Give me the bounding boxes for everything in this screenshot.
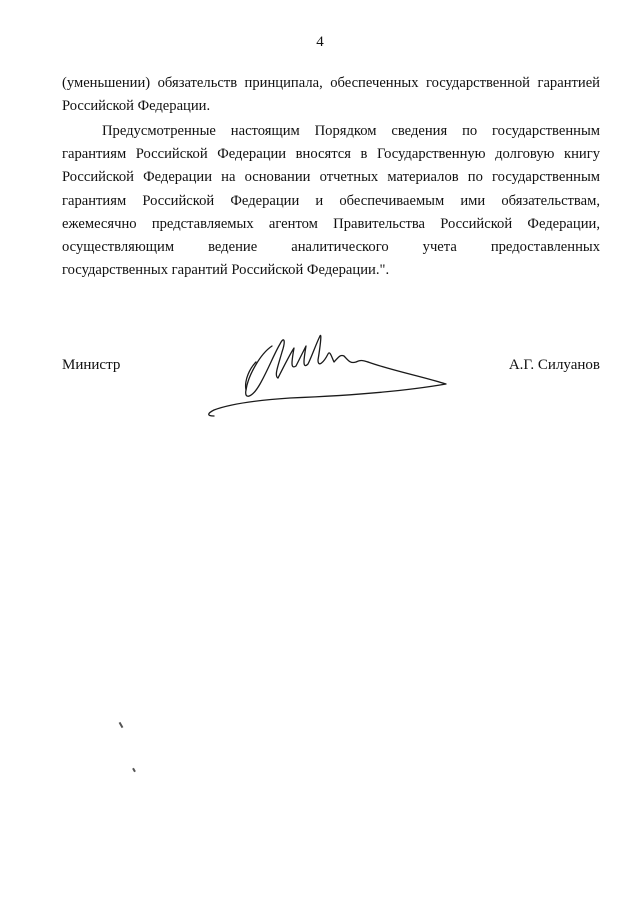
- text-line: осуществляющим ведение аналитического учета предоставленных: [62, 239, 600, 256]
- text-line: государственных гарантий Российской Федерации.".: [62, 262, 390, 279]
- text-line: гарантиям Российской Федерации и обеспечиваемым ими обязательствам,: [62, 192, 600, 209]
- text-line: Предусмотренные настоящим Порядком сведения по государственным: [102, 123, 600, 139]
- text-line: гарантиям Российской Федерации вносятся в Государственную долговую книгу: [62, 146, 600, 163]
- text-line: Российской Федерации на основании отчетных материалов по государственным: [62, 169, 600, 186]
- position-title: Министр: [62, 357, 121, 373]
- signer-name: А.Г. Силуанов: [508, 357, 600, 373]
- page-number: 4: [316, 34, 324, 50]
- scan-speck: [119, 722, 124, 728]
- text-line: ежемесячно представляемых агентом Правительства Российской Федерации,: [62, 215, 600, 232]
- text-line: Российской Федерации.: [62, 98, 211, 115]
- paragraph-main: [62, 120, 600, 282]
- handwritten-signature: [200, 318, 460, 428]
- text-line: (уменьшении) обязательств принципала, обеспеченных государственной гарантией: [62, 75, 600, 91]
- paragraph-continuation: [62, 72, 600, 118]
- scan-speck: [132, 768, 136, 772]
